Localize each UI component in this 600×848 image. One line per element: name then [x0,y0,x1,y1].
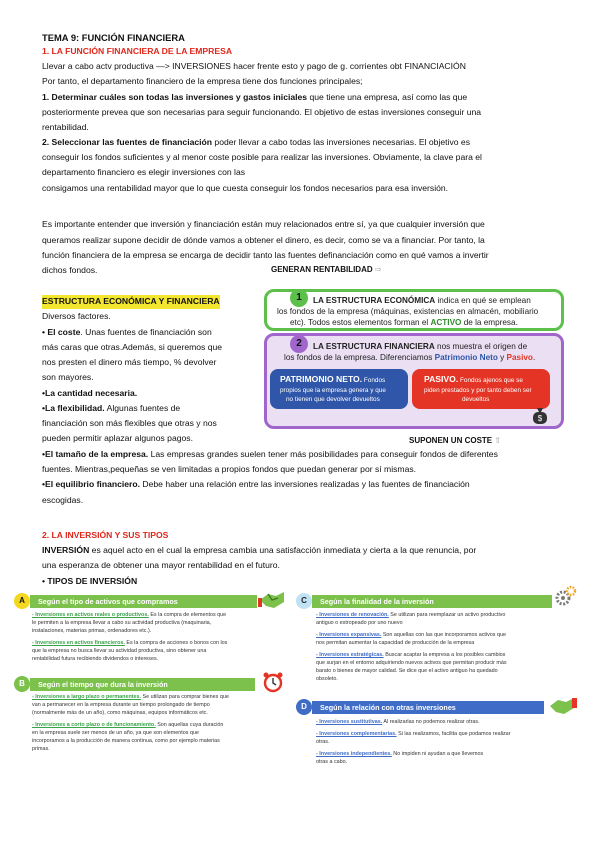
financiera-line2: los fondos de la empresa. Diferenciamos Patrimonio Neto y Pasivo. [284,353,536,362]
card-a-item1: - Inversiones en activos reales o productivos. Es la compra de elementos que [32,612,227,618]
factor-flexibilidad-line3: pueden permitir aplazar algunos pagos. [42,433,193,443]
function1-line2: posteriormente prevea que son necesarias para seguir funcionando. El objetivo de estas inversiones conseguir una [42,107,482,117]
card-b-item1: - Inversiones a largo plazo o permanentes. Se utilizan para comprar bienes que [32,694,229,700]
function2-line3: departamento financiero es elegir inversiones con las [42,167,246,177]
card-a-item2-line3: rentabilidad futura recibiendo dividendos o intereses. [32,656,159,662]
function1-line3: rentabilidad. [42,122,89,132]
card-c-item1: - Inversiones de renovación. Se utilizan para reemplazar un activo productivo [316,612,506,618]
svg-text:$: $ [537,414,543,423]
factor-flexibilidad: •La flexibilidad. Algunas fuentes de [42,403,181,413]
card-d-item1: - Inversiones sustitutivas. Al realizarlas no podemos realizar otras. [316,719,480,725]
function1: 1. Determinar cuáles son todas las inversiones y gastos iniciales que tiene una empresa, así como las que [42,92,468,102]
card-b-item2-line2: en la empresa suele ser menos de un año, ya que son elementos que [32,730,199,736]
economica-line3: etc). Todos estos elementos forman el ACTIVO de la empresa. [290,318,518,327]
function2: 2. Seleccionar las fuentes de financiación poder llevar a cabo todas las inversiones necesarias. El objetivo es [42,137,470,147]
card-a-item1-line3: instalaciones, materias primas, ordenadores etc.). [32,628,152,634]
suponen-coste-label: SUPONEN UN COSTE ⇧ [409,436,502,445]
handshake-blue-icon [548,694,578,716]
money-bag-icon [532,407,548,425]
card-c-item3-line2: que surjan en el entorno adquiriendo nuevos activos que permitan producir más [316,660,507,666]
paragraph3-line3: función financiera de la empresa se encarga de decidir tanto las fuentes definanciación como en qué vamos a invertir [42,250,489,260]
factor-coste: • El coste. Unas fuentes de financiación son [42,327,212,337]
arrow-icon: ⇨ [374,265,382,274]
paragraph3-line4: dichos fondos. [42,265,98,275]
factor-flexibilidad-line2: financiación son más flexibles que otras y nos [42,418,217,428]
card-c-item2-line2: nos permitan aumentar la capacidad de producción de la empresa [316,640,475,646]
factor-equilibrio-line2: escogidas. [42,495,84,505]
card-d-item2-line2: otras. [316,739,330,745]
alarm-clock-icon [262,671,284,693]
card-c-item3-line3: barato o bienes de mayor calidad. Se dice que el activo antiguo ha quedado [316,668,498,674]
section2-heading: 2. LA INVERSIÓN Y SUS TIPOS [42,530,169,540]
card-b-item1-line2: van a permanecer en la empresa durante un tiempo prolongado de tiempo [32,702,210,708]
card-d-item3: - Inversiones independientes. No impiden ni ayudan a que llevemos [316,751,484,757]
card-b-badge: B [14,676,30,692]
factor-equilibrio: •El equilibrio financiero. Debe haber una relación entre las inversiones realizadas y las fuentes de financiación [42,479,470,489]
financiera-line1: LA ESTRUCTURA FINANCIERA nos muestra el origen de [313,342,528,351]
card-c-header: Según la finalidad de la inversión [312,595,552,608]
card-c-badge: C [296,593,312,609]
section2-line2: una esperanza de obtener una mayor rentabilidad en el futuro. [42,560,280,570]
card-b-header: Según el tiempo que dura la inversión [30,678,255,691]
card-a-badge: A [14,593,30,609]
estructura-intro: Diversos factores. [42,311,111,321]
function2-line2: conseguir los fondos suficientes y al menor coste posible para realizar las inversiones. Obviamente, la clave para el [42,152,482,162]
factor-coste-line2: más caras que otras.Además, si queremos que [42,342,223,352]
section1-heading: 1. LA FUNCIÓN FINANCIERA DE LA EMPRESA [42,46,233,56]
genera-rentabilidad-label: GENERAN RENTABILIDAD ⇨ [271,265,382,274]
factor-tamano-line2: fuentes. Mientras,pequeñas se ven limitadas a propios fondos que puedan generar por sí mismas. [42,464,417,474]
card-c-item2: - Inversiones expansivas. Son aquellas con las que incorporamos activos que [316,632,506,638]
card-a-item2: - Inversiones en activos financieros. Es la compra de acciones o bonos con los [32,640,228,646]
page-title: TEMA 9: FUNCIÓN FINANCIERA [42,32,185,43]
economica-line1: LA ESTRUCTURA ECONÓMICA indica en qué se emplean [313,296,531,305]
paragraph3-line1: Es importante entender que inversión y financiación están muy relacionados entre sí, ya que cualquier inversión que [42,219,485,229]
card-b-item2-line4: primas. [32,746,50,752]
tipos-heading: • TIPOS DE INVERSIÓN [42,576,138,586]
factor-coste-line4: son mayores. [42,372,94,382]
card-d-item3-line2: otras a cabo. [316,759,348,765]
factor-tamano: •El tamaño de la empresa. Las empresas grandes suelen tener más posibilidades para conseguir fondos de diferentes [42,449,498,459]
patrimonio-neto-box: PATRIMONIO NETO. Fondos propios que la empresa genera y que no tienen que devolver devueltos [270,369,408,409]
function2-line4: consigamos una rentabilidad mayor que lo que cuesta conseguir los fondos necesarios para esa inversión. [42,183,449,193]
arrow-up-icon: ⇧ [494,436,502,445]
card-a-item1-line2: le permiten a la empresa llevar a cabo su actividad productiva (maquinaria, [32,620,212,626]
section2-line1: INVERSIÓN es aquel acto en el cual la empresa cambia una satisfacción inmediata y cierta a la que renuncia, por [42,545,477,555]
step-2-badge: 2 [290,335,308,353]
economica-line2: los fondos de la empresa (máquinas, existencias en almacén, mobiliario [277,307,539,316]
card-d-item2: - Inversiones complementarias. Si las realizamos, facilita que podamos realizar [316,731,511,737]
section1-p2: Por tanto, el departamento financiero de la empresa tiene dos funciones principales; [42,76,363,86]
card-b-item2: - Inversiones a corto plazo o de funcionamiento. Son aquellas cuya duración [32,722,224,728]
gears-icon [555,585,577,607]
card-a-header: Según el tipo de activos que compramos [30,595,257,608]
card-c-item1-line2: antiguo o estropeado por uno nuevo [316,620,403,626]
factor-coste-line3: nos presten el dinero más tiempo, % devolver [42,357,217,367]
estructura-heading: ESTRUCTURA ECONÓMICA Y FINANCIERA [42,295,220,309]
handshake-icon [258,588,286,610]
card-c-item3-line4: obsoleto. [316,676,338,682]
card-b-item2-line3: incorporamos a la producción de manera continua, como por ejemplo materias [32,738,220,744]
card-d-badge: D [296,699,312,715]
card-a-item2-line2: que la empresa no busca llevar su actividad productiva, sino obtener una [32,648,207,654]
card-d-header: Según la relación con otras inversiones [312,701,544,714]
card-c-item3: - Inversiones estratégicas. Buscar acaptar la empresa a los posibles cambios [316,652,506,658]
factor-cantidad: •La cantidad necesaria. [42,388,138,398]
step-1-badge: 1 [290,289,308,307]
pasivo-box: PASIVO. Fondos ajenos que se piden prestados y por tanto deben ser devueltos [412,369,550,409]
card-b-item1-line3: (normalmente más de un año), como máquinas, equipos informáticos etc. [32,710,208,716]
paragraph3-line2: queramos realizar supone decidir de dónde vamos a obtener el dinero, es decir, como se va a financiar. Por tanto, la [42,235,485,245]
section1-p1: Llevar a cabo actv productiva —> INVERSIONES hacer frente esto y pago de g. corrientes obt FINANCIACIÓN [42,61,466,71]
